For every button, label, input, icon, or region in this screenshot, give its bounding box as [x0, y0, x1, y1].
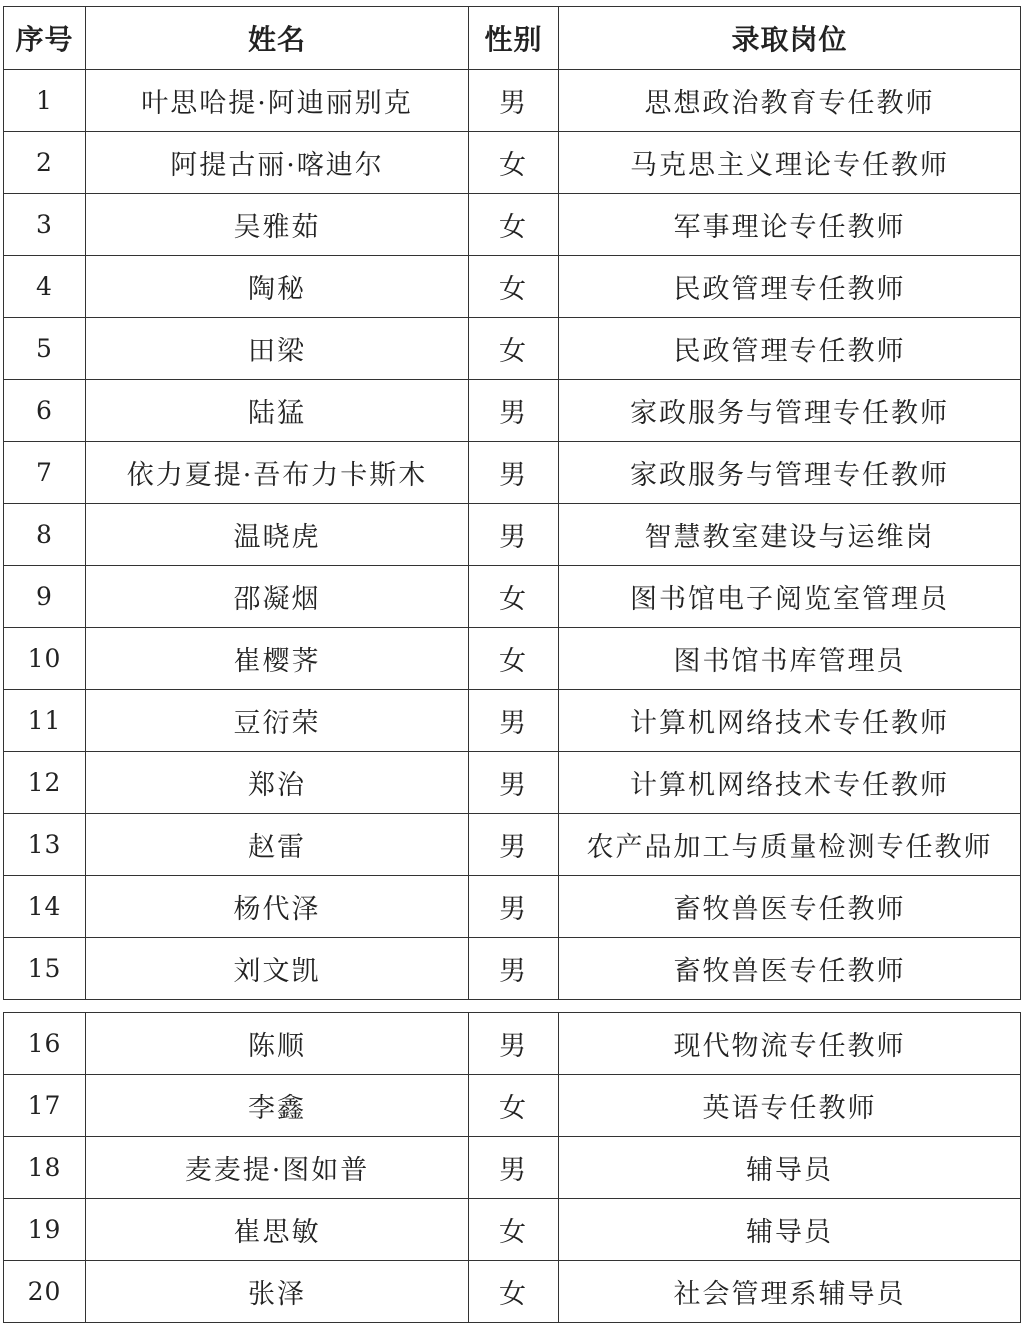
admission-table-part1	[3, 6, 1021, 1000]
row-index-cell: 13	[4, 814, 86, 876]
row-position-cell: 计算机网络技术专任教师	[559, 752, 1021, 814]
row-name-cell: 李鑫	[86, 1075, 469, 1137]
row-position-cell: 图书馆电子阅览室管理员	[559, 566, 1021, 628]
row-position-cell: 计算机网络技术专任教师	[559, 690, 1021, 752]
row-index-cell: 16	[4, 1013, 86, 1075]
row-name-cell: 麦麦提·图如普	[86, 1137, 469, 1199]
row-gender-cell: 男	[469, 814, 559, 876]
table-row	[4, 442, 1021, 504]
table-row	[4, 566, 1021, 628]
row-gender-cell: 男	[469, 690, 559, 752]
table-row	[4, 814, 1021, 876]
row-gender-cell: 女	[469, 1199, 559, 1261]
row-position-cell: 思想政治教育专任教师	[559, 70, 1021, 132]
header-name: 姓名	[86, 7, 469, 70]
row-index-cell: 3	[4, 194, 86, 256]
row-name-cell: 阿提古丽·喀迪尔	[86, 132, 469, 194]
row-gender-cell: 女	[469, 566, 559, 628]
row-index-cell: 12	[4, 752, 86, 814]
row-index-cell: 6	[4, 380, 86, 442]
row-name-cell: 崔思敏	[86, 1199, 469, 1261]
table-row	[4, 194, 1021, 256]
row-name-cell: 叶思哈提·阿迪丽别克	[86, 70, 469, 132]
row-index-cell: 18	[4, 1137, 86, 1199]
row-index-cell: 5	[4, 318, 86, 380]
table-row	[4, 256, 1021, 318]
row-gender-cell: 女	[469, 628, 559, 690]
row-index-cell: 20	[4, 1261, 86, 1323]
table-row	[4, 1137, 1021, 1199]
row-position-cell: 社会管理系辅导员	[559, 1261, 1021, 1323]
table-header-row	[4, 7, 1021, 70]
row-gender-cell: 男	[469, 876, 559, 938]
table-row	[4, 380, 1021, 442]
row-index-cell: 2	[4, 132, 86, 194]
row-position-cell: 辅导员	[559, 1199, 1021, 1261]
row-index-cell: 17	[4, 1075, 86, 1137]
row-gender-cell: 女	[469, 1075, 559, 1137]
table-row	[4, 70, 1021, 132]
row-gender-cell: 男	[469, 752, 559, 814]
row-index-cell: 8	[4, 504, 86, 566]
header-position: 录取岗位	[559, 7, 1021, 70]
table-row	[4, 1261, 1021, 1323]
row-name-cell: 杨代泽	[86, 876, 469, 938]
row-position-cell: 图书馆书库管理员	[559, 628, 1021, 690]
row-name-cell: 张泽	[86, 1261, 469, 1323]
row-position-cell: 智慧教室建设与运维岗	[559, 504, 1021, 566]
header-index: 序号	[4, 7, 86, 70]
row-index-cell: 10	[4, 628, 86, 690]
row-gender-cell: 男	[469, 380, 559, 442]
admission-table-part2	[3, 1012, 1021, 1323]
row-gender-cell: 男	[469, 70, 559, 132]
row-name-cell: 豆衍荣	[86, 690, 469, 752]
row-position-cell: 现代物流专任教师	[559, 1013, 1021, 1075]
row-index-cell: 7	[4, 442, 86, 504]
row-gender-cell: 女	[469, 256, 559, 318]
row-gender-cell: 男	[469, 1013, 559, 1075]
row-index-cell: 14	[4, 876, 86, 938]
row-name-cell: 刘文凯	[86, 938, 469, 1000]
row-position-cell: 英语专任教师	[559, 1075, 1021, 1137]
table-row	[4, 1199, 1021, 1261]
row-position-cell: 畜牧兽医专任教师	[559, 876, 1021, 938]
row-name-cell: 温晓虎	[86, 504, 469, 566]
table-row	[4, 752, 1021, 814]
row-name-cell: 邵凝烟	[86, 566, 469, 628]
row-gender-cell: 女	[469, 132, 559, 194]
row-index-cell: 4	[4, 256, 86, 318]
row-name-cell: 陶秘	[86, 256, 469, 318]
row-position-cell: 辅导员	[559, 1137, 1021, 1199]
row-index-cell: 9	[4, 566, 86, 628]
row-index-cell: 11	[4, 690, 86, 752]
row-name-cell: 郑治	[86, 752, 469, 814]
row-gender-cell: 女	[469, 194, 559, 256]
row-name-cell: 陈顺	[86, 1013, 469, 1075]
row-index-cell: 19	[4, 1199, 86, 1261]
table-row	[4, 938, 1021, 1000]
table-row	[4, 690, 1021, 752]
row-position-cell: 畜牧兽医专任教师	[559, 938, 1021, 1000]
row-gender-cell: 女	[469, 318, 559, 380]
row-gender-cell: 男	[469, 504, 559, 566]
row-name-cell: 崔樱荠	[86, 628, 469, 690]
row-index-cell: 15	[4, 938, 86, 1000]
row-position-cell: 民政管理专任教师	[559, 256, 1021, 318]
table-row	[4, 132, 1021, 194]
row-position-cell: 家政服务与管理专任教师	[559, 442, 1021, 504]
row-name-cell: 陆猛	[86, 380, 469, 442]
row-name-cell: 依力夏提·吾布力卡斯木	[86, 442, 469, 504]
row-gender-cell: 男	[469, 1137, 559, 1199]
row-gender-cell: 男	[469, 442, 559, 504]
table-row	[4, 504, 1021, 566]
row-position-cell: 军事理论专任教师	[559, 194, 1021, 256]
row-name-cell: 田梁	[86, 318, 469, 380]
row-gender-cell: 男	[469, 938, 559, 1000]
table-row	[4, 876, 1021, 938]
row-position-cell: 马克思主义理论专任教师	[559, 132, 1021, 194]
table-row	[4, 1013, 1021, 1075]
row-position-cell: 农产品加工与质量检测专任教师	[559, 814, 1021, 876]
table-row	[4, 628, 1021, 690]
row-index-cell: 1	[4, 70, 86, 132]
table-row	[4, 318, 1021, 380]
table-row	[4, 1075, 1021, 1137]
row-position-cell: 民政管理专任教师	[559, 318, 1021, 380]
row-gender-cell: 女	[469, 1261, 559, 1323]
row-position-cell: 家政服务与管理专任教师	[559, 380, 1021, 442]
header-gender: 性别	[469, 7, 559, 70]
row-name-cell: 赵雷	[86, 814, 469, 876]
row-name-cell: 吴雅茹	[86, 194, 469, 256]
